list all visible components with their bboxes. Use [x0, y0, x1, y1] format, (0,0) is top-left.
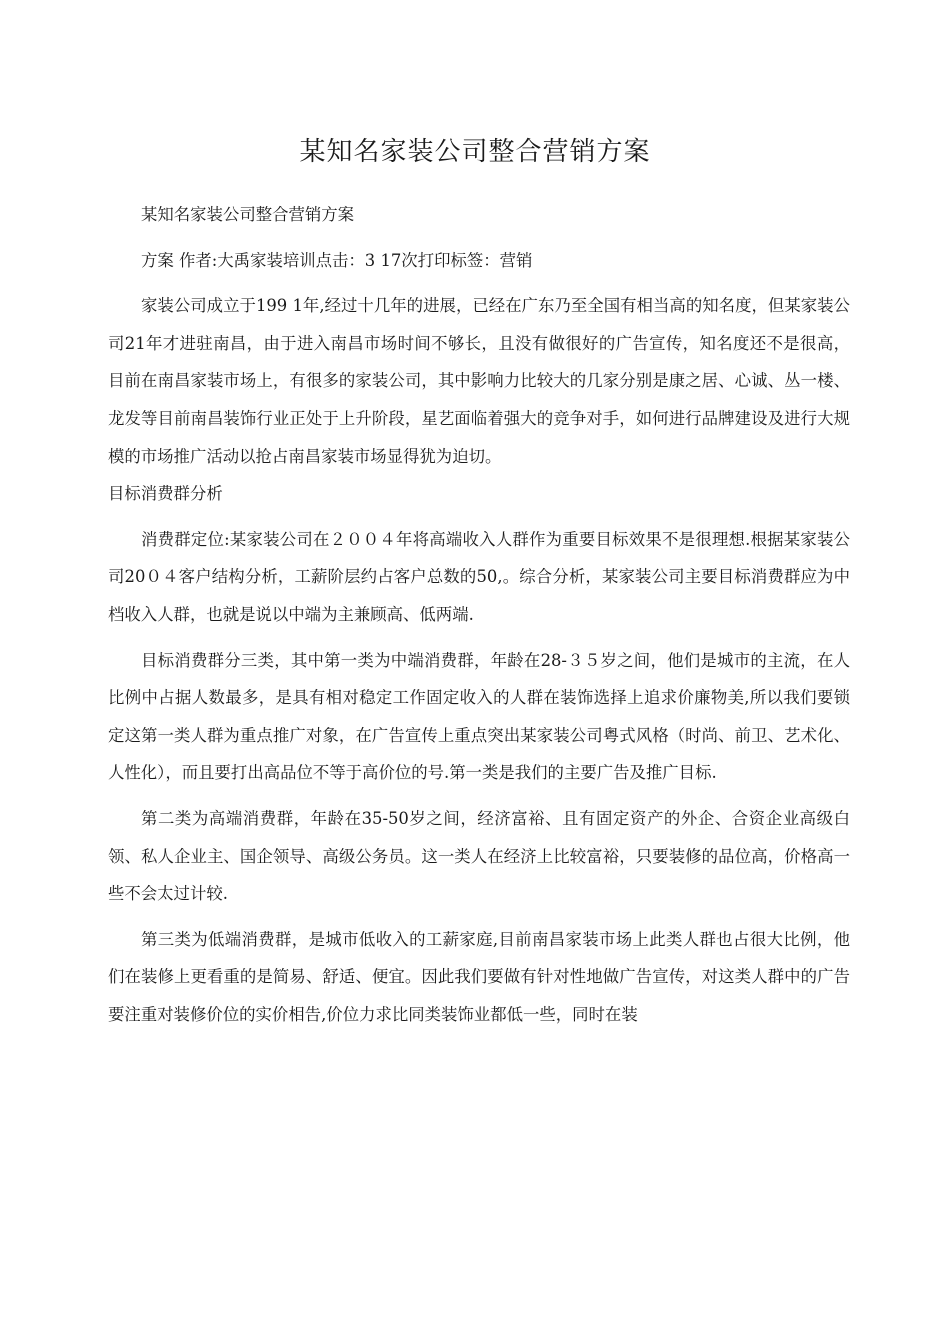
segment-three-paragraph: 第三类为低端消费群，是城市低收入的工薪家庭,目前南昌家装市场上此类人群也占很大比例，他们在装修上更看重的是简易、舒适、便宜。因此我们要做有针对性地做广告宣传，对这类人群中的广告要注重对装修价位的实价相告,价位力求比同类装饰业都低一些，同时在装	[108, 929, 850, 1024]
subtitle-paragraph: 某知名家装公司整合营销方案	[141, 205, 355, 224]
meta-paragraph: 方案 作者:大禹家装培训点击：3 17次打印标签：营销	[141, 250, 533, 270]
intro-paragraph: 家装公司成立于199 1年,经过十几年的进展，已经在广东乃至全国有相当高的知名度，但某家装公司21年才进驻南昌，由于进入南昌市场时间不够长，且没有做很好的广告宣传，知名度还不是很高，目前在南昌家装市场上，有很多的家装公司，其中影响力比较大的几家分别是康之居、心诚、丛一楼、龙发等目前南昌装饰行业正处于上升阶段，星艺面临着强大的竞争对手，如何进行品牌建设及进行大规模的市场推广活动以抢占南昌家装市场显得犹为迫切。	[108, 296, 850, 466]
segment-one-paragraph: 目标消费群分三类，其中第一类为中端消费群，年龄在28-３５岁之间，他们是城市的主流，在人比例中占据人数最多，是具有相对稳定工作固定收入的人群在装饰选择上追求价廉物美,所以我们要锁定这第一类人群为重点推广对象，在广告宣传上重点突出某家装公司粤式风格（时尚、前卫、艺术化、人性化），而且要打出高品位不等于高价位的号.第一类是我们的主要广告及推广目标.	[108, 650, 850, 783]
section-heading: 目标消费群分析	[108, 484, 223, 504]
document-title: 某知名家装公司整合营销方案	[299, 137, 651, 167]
segment-two-paragraph: 第二类为高端消费群，年龄在35-50岁之间，经济富裕、且有固定资产的外企、合资企业高级白领、私人企业主、国企领导、高级公务员。这一类人在经济上比较富裕，只要装修的品位高，价格高一些不会太过计较.	[108, 808, 850, 904]
document-body	[108, 196, 850, 1033]
positioning-paragraph: 消费群定位:某家装公司在２００４年将高端收入人群作为重要目标效果不是很理想.根据某家装公司20０４客户结构分析，工薪阶层约占客户总数的50,。综合分析，某家装公司主要目标消费群应为中档收入人群，也就是说以中端为主兼顾高、低两端.	[108, 529, 850, 624]
